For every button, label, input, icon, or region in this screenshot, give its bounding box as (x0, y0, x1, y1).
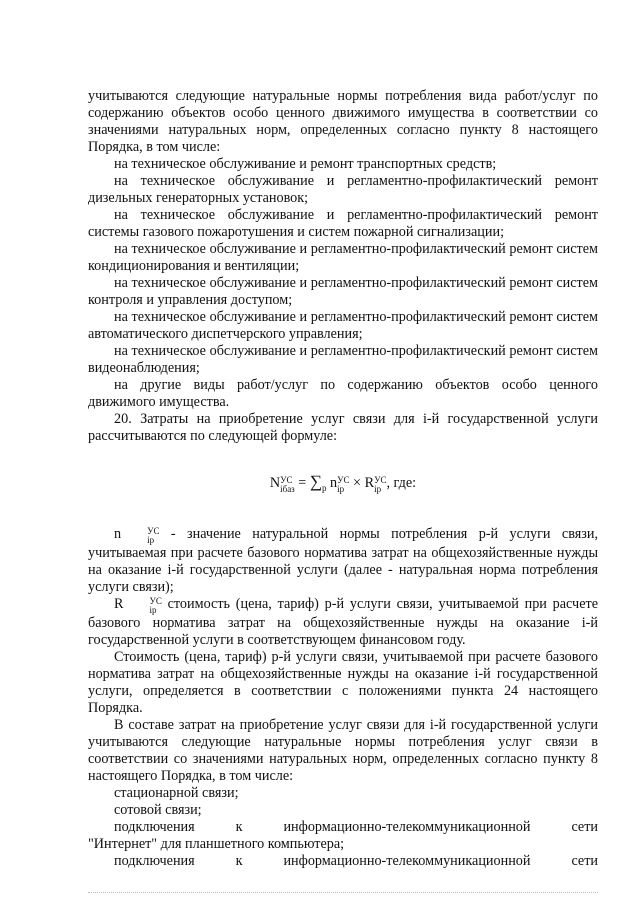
list-item: на техническое обслуживание и регламентно-профилактический ремонт систем автоматического диспетчерского управления; (88, 309, 598, 342)
formula-eq: = (294, 475, 310, 491)
paragraph-composition: В составе затрат на приобретение услуг связи для i-й государственной услуги учитываются следующие натуральные нормы потребления услуг связи в соответствии со значениями натуральных норм, определенных согласно пункту 8 настоящего Порядка, в том числе: (88, 717, 598, 784)
formula-sum-sub: p (321, 482, 327, 493)
list-item: сотовой связи; (114, 802, 202, 818)
list-item: на другие виды работ/услуг по содержанию объектов особо ценного движимого имущества. (88, 377, 598, 410)
formula (88, 473, 598, 494)
formula-sum: ∑ (309, 472, 322, 491)
list-item-spread: подключения к информационно-телекоммуникационной сети (114, 853, 598, 869)
paragraph-cost: Стоимость (цена, тариф) p-й услуги связи, учитываемой при расчете базового норматива затрат на общехозяйственные нужды на оказание i-й государственной услуги, определяется в соответствии с положениями пункта 24 настоящего Порядка. (88, 649, 598, 716)
list-item: на техническое обслуживание и регламентно-профилактический ремонт систем видеонаблюдения; (88, 343, 598, 376)
document-page (88, 88, 598, 870)
list-item: на техническое обслуживание и регламентно-профилактический ремонт систем кондиционирования и вентиляции; (88, 241, 598, 274)
list-item: на техническое обслуживание и регламентно-профилактический ремонт системы газового пожаротушения и систем пожарной сигнализации; (88, 207, 598, 240)
list-item: на техническое обслуживание и регламентно-профилактический ремонт систем контроля и управления доступом; (88, 275, 598, 308)
formula-r: R (364, 475, 375, 491)
formula-times: × (349, 475, 365, 491)
list-item-spread: подключения к информационно-телекоммуникационной сети (114, 819, 598, 835)
list-item: на техническое обслуживание и регламентно-профилактический ремонт дизельных генераторных установок; (88, 173, 598, 206)
page-bottom-artifact (88, 892, 598, 893)
formula-n: n (330, 475, 338, 491)
formula-lhs: N (269, 475, 281, 491)
formula-n-indices: УС ip (337, 475, 350, 494)
list-item: на техническое обслуживание и ремонт транспортных средств; (114, 156, 497, 172)
formula-r-indices: УС ip (374, 475, 387, 494)
paragraph-20: 20. Затраты на приобретение услуг связи для i-й государственной услуги рассчитываются по следующей формуле: (88, 411, 598, 444)
formula-tail: , где: (386, 475, 417, 491)
paragraph-intro: учитываются следующие натуральные нормы потребления вида работ/услуг по содержанию объектов особо ценного движимого имущества в соответствии со значениями натуральных норм, определенных согласно пункту 8 настоящего Порядка, в том числе: (88, 88, 598, 155)
definition-n: n УС ip - значение натуральной нормы потребления p-й услуги связи, учитываемая при расчете базового норматива затрат на общехозяйственные нужды на оказание i-й государственной услуги (далее - натуральная норма потребления услуги связи); (88, 526, 598, 595)
list-item: стационарной связи; (114, 785, 239, 801)
definition-r: R УС ip стоимость (цена, тариф) p-й услуги связи, учитываемой при расчете базового норматива затрат на общехозяйственные нужды на оказание i-й государственной услуги в соответствующем финансовом году. (88, 596, 598, 648)
list-item-continuation: "Интернет" для планшетного компьютера; (88, 836, 345, 852)
formula-lhs-indices: УС iбаз (280, 475, 295, 494)
